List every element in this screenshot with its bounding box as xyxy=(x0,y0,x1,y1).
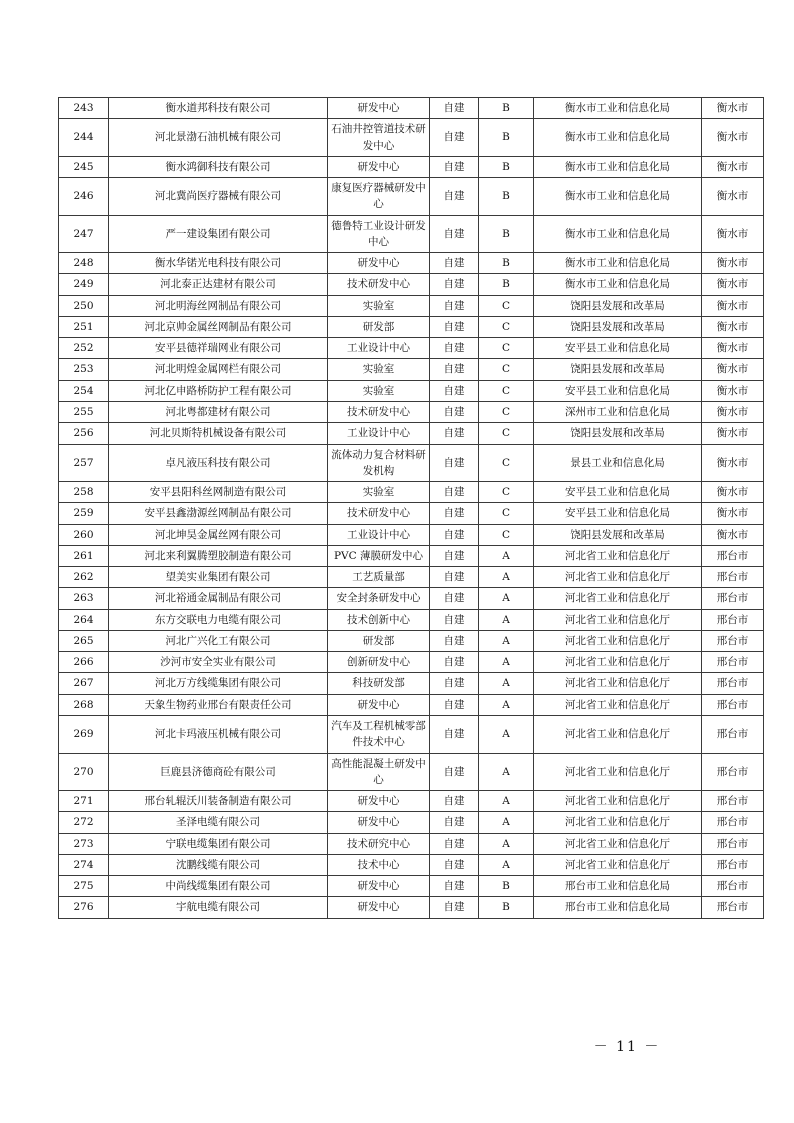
table-row xyxy=(59,609,764,630)
cell-center: 高性能混凝土研发中心 xyxy=(328,753,430,791)
cell-auth: 河北省工业和信息化厅 xyxy=(534,854,702,875)
cell-auth: 饶阳县发展和改革局 xyxy=(534,316,702,337)
enterprise-registry-table-container xyxy=(58,97,749,919)
cell-city: 衡水市 xyxy=(702,423,764,444)
cell-company: 中尚线缆集团有限公司 xyxy=(109,876,328,897)
cell-auth: 河北省工业和信息化厅 xyxy=(534,630,702,651)
cell-auth: 安平县工业和信息化局 xyxy=(534,380,702,401)
cell-center: PVC 薄膜研发中心 xyxy=(328,545,430,566)
cell-company: 天象生物药业邢台有限责任公司 xyxy=(109,694,328,715)
cell-city: 衡水市 xyxy=(702,482,764,503)
cell-city: 邢台市 xyxy=(702,791,764,812)
cell-company: 宇航电缆有限公司 xyxy=(109,897,328,918)
cell-company: 衡水鸿御科技有限公司 xyxy=(109,156,328,177)
cell-auth: 饶阳县发展和改革局 xyxy=(534,359,702,380)
cell-city: 邢台市 xyxy=(702,652,764,673)
cell-level: C xyxy=(479,444,534,482)
cell-city: 衡水市 xyxy=(702,253,764,274)
cell-center: 研发中心 xyxy=(328,98,430,119)
table-row xyxy=(59,876,764,897)
cell-company: 河北亿申路桥防护工程有限公司 xyxy=(109,380,328,401)
cell-center: 流体动力复合材料研发机构 xyxy=(328,444,430,482)
cell-mode: 自建 xyxy=(430,274,479,295)
cell-mode: 自建 xyxy=(430,503,479,524)
cell-idx: 263 xyxy=(59,588,109,609)
cell-city: 邢台市 xyxy=(702,609,764,630)
table-row xyxy=(59,178,764,216)
cell-auth: 安平县工业和信息化局 xyxy=(534,503,702,524)
cell-city: 邢台市 xyxy=(702,545,764,566)
cell-city: 衡水市 xyxy=(702,524,764,545)
cell-mode: 自建 xyxy=(430,630,479,651)
cell-mode: 自建 xyxy=(430,359,479,380)
cell-center: 研发中心 xyxy=(328,156,430,177)
cell-idx: 276 xyxy=(59,897,109,918)
cell-mode: 自建 xyxy=(430,295,479,316)
cell-city: 邢台市 xyxy=(702,567,764,588)
cell-level: A xyxy=(479,812,534,833)
table-row xyxy=(59,694,764,715)
cell-idx: 244 xyxy=(59,119,109,157)
cell-auth: 河北省工业和信息化厅 xyxy=(534,545,702,566)
cell-mode: 自建 xyxy=(430,854,479,875)
cell-auth: 河北省工业和信息化厅 xyxy=(534,673,702,694)
cell-level: A xyxy=(479,567,534,588)
cell-center: 研发中心 xyxy=(328,791,430,812)
cell-mode: 自建 xyxy=(430,567,479,588)
cell-center: 科技研发部 xyxy=(328,673,430,694)
cell-auth: 衡水市工业和信息化局 xyxy=(534,119,702,157)
cell-auth: 河北省工业和信息化厅 xyxy=(534,609,702,630)
cell-company: 东方交联电力电缆有限公司 xyxy=(109,609,328,630)
cell-city: 邢台市 xyxy=(702,833,764,854)
cell-center: 安全封条研发中心 xyxy=(328,588,430,609)
cell-company: 河北万方线缆集团有限公司 xyxy=(109,673,328,694)
cell-company: 河北明煌金属网栏有限公司 xyxy=(109,359,328,380)
cell-center: 技术研究中心 xyxy=(328,833,430,854)
cell-idx: 274 xyxy=(59,854,109,875)
cell-level: B xyxy=(479,897,534,918)
cell-company: 河北景渤石油机械有限公司 xyxy=(109,119,328,157)
cell-center: 实验室 xyxy=(328,359,430,380)
cell-city: 邢台市 xyxy=(702,673,764,694)
cell-city: 衡水市 xyxy=(702,444,764,482)
cell-level: A xyxy=(479,588,534,609)
cell-idx: 265 xyxy=(59,630,109,651)
cell-mode: 自建 xyxy=(430,423,479,444)
cell-idx: 254 xyxy=(59,380,109,401)
cell-level: C xyxy=(479,503,534,524)
cell-auth: 衡水市工业和信息化局 xyxy=(534,98,702,119)
cell-level: A xyxy=(479,652,534,673)
cell-center: 实验室 xyxy=(328,380,430,401)
cell-mode: 自建 xyxy=(430,482,479,503)
cell-idx: 245 xyxy=(59,156,109,177)
cell-company: 巨鹿县济德商砼有限公司 xyxy=(109,753,328,791)
cell-auth: 河北省工业和信息化厅 xyxy=(534,812,702,833)
cell-auth: 河北省工业和信息化厅 xyxy=(534,753,702,791)
cell-idx: 269 xyxy=(59,715,109,753)
cell-mode: 自建 xyxy=(430,444,479,482)
cell-center: 汽车及工程机械零部件技术中心 xyxy=(328,715,430,753)
cell-company: 邢台轧辊沃川装备制造有限公司 xyxy=(109,791,328,812)
cell-mode: 自建 xyxy=(430,524,479,545)
cell-center: 康复医疗器械研发中心 xyxy=(328,178,430,216)
table-row xyxy=(59,253,764,274)
cell-auth: 河北省工业和信息化厅 xyxy=(534,791,702,812)
cell-mode: 自建 xyxy=(430,673,479,694)
cell-mode: 自建 xyxy=(430,791,479,812)
cell-idx: 257 xyxy=(59,444,109,482)
page-number-wrapper xyxy=(594,1036,661,1056)
cell-idx: 249 xyxy=(59,274,109,295)
cell-level: A xyxy=(479,854,534,875)
enterprise-registry-table xyxy=(58,97,764,919)
cell-idx: 272 xyxy=(59,812,109,833)
cell-company: 河北贝斯特机械设备有限公司 xyxy=(109,423,328,444)
cell-city: 邢台市 xyxy=(702,630,764,651)
cell-city: 衡水市 xyxy=(702,295,764,316)
cell-company: 河北卡玛液压机械有限公司 xyxy=(109,715,328,753)
cell-city: 邢台市 xyxy=(702,854,764,875)
cell-idx: 250 xyxy=(59,295,109,316)
cell-company: 河北明海丝网制品有限公司 xyxy=(109,295,328,316)
cell-center: 研发部 xyxy=(328,630,430,651)
cell-idx: 262 xyxy=(59,567,109,588)
cell-mode: 自建 xyxy=(430,609,479,630)
table-row xyxy=(59,119,764,157)
cell-mode: 自建 xyxy=(430,833,479,854)
cell-mode: 自建 xyxy=(430,812,479,833)
cell-center: 工业设计中心 xyxy=(328,338,430,359)
cell-company: 河北冀尚医疗器械有限公司 xyxy=(109,178,328,216)
cell-level: B xyxy=(479,274,534,295)
table-row xyxy=(59,295,764,316)
cell-level: C xyxy=(479,482,534,503)
cell-mode: 自建 xyxy=(430,380,479,401)
table-row xyxy=(59,812,764,833)
cell-mode: 自建 xyxy=(430,338,479,359)
cell-city: 邢台市 xyxy=(702,715,764,753)
cell-center: 德鲁特工业设计研发中心 xyxy=(328,215,430,253)
cell-center: 石油井控管道技术研发中心 xyxy=(328,119,430,157)
cell-center: 研发中心 xyxy=(328,876,430,897)
cell-mode: 自建 xyxy=(430,119,479,157)
cell-level: B xyxy=(479,215,534,253)
cell-idx: 266 xyxy=(59,652,109,673)
cell-idx: 253 xyxy=(59,359,109,380)
cell-company: 望美实业集团有限公司 xyxy=(109,567,328,588)
cell-city: 衡水市 xyxy=(702,274,764,295)
table-row xyxy=(59,567,764,588)
table-row xyxy=(59,833,764,854)
cell-level: C xyxy=(479,316,534,337)
table-row xyxy=(59,791,764,812)
cell-auth: 安平县工业和信息化局 xyxy=(534,482,702,503)
cell-idx: 261 xyxy=(59,545,109,566)
cell-auth: 河北省工业和信息化厅 xyxy=(534,715,702,753)
cell-level: A xyxy=(479,630,534,651)
cell-idx: 252 xyxy=(59,338,109,359)
cell-company: 衡水华锘光电科技有限公司 xyxy=(109,253,328,274)
cell-idx: 247 xyxy=(59,215,109,253)
cell-city: 衡水市 xyxy=(702,215,764,253)
cell-auth: 饶阳县发展和改革局 xyxy=(534,295,702,316)
cell-level: A xyxy=(479,609,534,630)
cell-center: 技术创新中心 xyxy=(328,609,430,630)
table-row xyxy=(59,482,764,503)
cell-level: B xyxy=(479,876,534,897)
cell-center: 工业设计中心 xyxy=(328,423,430,444)
table-row xyxy=(59,98,764,119)
cell-auth: 邢台市工业和信息化局 xyxy=(534,876,702,897)
cell-center: 技术中心 xyxy=(328,854,430,875)
table-row xyxy=(59,274,764,295)
cell-level: B xyxy=(479,178,534,216)
table-row xyxy=(59,215,764,253)
cell-company: 河北坤昊金属丝网有限公司 xyxy=(109,524,328,545)
cell-center: 实验室 xyxy=(328,295,430,316)
cell-city: 衡水市 xyxy=(702,178,764,216)
cell-mode: 自建 xyxy=(430,401,479,422)
cell-mode: 自建 xyxy=(430,652,479,673)
cell-mode: 自建 xyxy=(430,897,479,918)
cell-idx: 271 xyxy=(59,791,109,812)
cell-auth: 衡水市工业和信息化局 xyxy=(534,274,702,295)
cell-mode: 自建 xyxy=(430,753,479,791)
cell-mode: 自建 xyxy=(430,588,479,609)
cell-level: C xyxy=(479,380,534,401)
table-row xyxy=(59,545,764,566)
cell-auth: 邢台市工业和信息化局 xyxy=(534,897,702,918)
cell-center: 技术研发中心 xyxy=(328,274,430,295)
cell-center: 研发部 xyxy=(328,316,430,337)
cell-level: B xyxy=(479,156,534,177)
cell-company: 沙河市安全实业有限公司 xyxy=(109,652,328,673)
cell-level: C xyxy=(479,359,534,380)
cell-idx: 243 xyxy=(59,98,109,119)
page-number: － 11 － xyxy=(593,1039,661,1055)
cell-city: 邢台市 xyxy=(702,897,764,918)
cell-level: A xyxy=(479,833,534,854)
table-row xyxy=(59,897,764,918)
page-footer xyxy=(0,1036,794,1056)
cell-company: 河北来利翼腾塑胶制造有限公司 xyxy=(109,545,328,566)
cell-city: 邢台市 xyxy=(702,588,764,609)
cell-city: 邢台市 xyxy=(702,753,764,791)
cell-level: A xyxy=(479,753,534,791)
cell-mode: 自建 xyxy=(430,98,479,119)
cell-idx: 264 xyxy=(59,609,109,630)
cell-city: 衡水市 xyxy=(702,503,764,524)
table-row xyxy=(59,401,764,422)
table-row xyxy=(59,156,764,177)
cell-mode: 自建 xyxy=(430,545,479,566)
cell-mode: 自建 xyxy=(430,694,479,715)
cell-city: 衡水市 xyxy=(702,401,764,422)
cell-center: 创新研发中心 xyxy=(328,652,430,673)
cell-idx: 275 xyxy=(59,876,109,897)
cell-auth: 衡水市工业和信息化局 xyxy=(534,215,702,253)
cell-center: 研发中心 xyxy=(328,694,430,715)
cell-level: B xyxy=(479,98,534,119)
table-row xyxy=(59,652,764,673)
cell-city: 衡水市 xyxy=(702,98,764,119)
cell-mode: 自建 xyxy=(430,178,479,216)
cell-auth: 河北省工业和信息化厅 xyxy=(534,652,702,673)
cell-city: 衡水市 xyxy=(702,119,764,157)
table-row xyxy=(59,359,764,380)
cell-level: C xyxy=(479,295,534,316)
table-row xyxy=(59,316,764,337)
cell-level: B xyxy=(479,253,534,274)
cell-level: C xyxy=(479,338,534,359)
cell-mode: 自建 xyxy=(430,316,479,337)
cell-idx: 270 xyxy=(59,753,109,791)
cell-center: 工艺质量部 xyxy=(328,567,430,588)
cell-idx: 258 xyxy=(59,482,109,503)
cell-center: 技术研发中心 xyxy=(328,503,430,524)
cell-auth: 衡水市工业和信息化局 xyxy=(534,253,702,274)
table-row xyxy=(59,524,764,545)
cell-city: 衡水市 xyxy=(702,380,764,401)
cell-center: 工业设计中心 xyxy=(328,524,430,545)
cell-level: A xyxy=(479,791,534,812)
cell-level: A xyxy=(479,715,534,753)
table-row xyxy=(59,630,764,651)
cell-center: 研发中心 xyxy=(328,812,430,833)
cell-idx: 267 xyxy=(59,673,109,694)
cell-center: 实验室 xyxy=(328,482,430,503)
cell-auth: 安平县工业和信息化局 xyxy=(534,338,702,359)
cell-company: 圣泽电缆有限公司 xyxy=(109,812,328,833)
table-row xyxy=(59,423,764,444)
cell-city: 衡水市 xyxy=(702,156,764,177)
cell-company: 宁联电缆集团有限公司 xyxy=(109,833,328,854)
cell-auth: 河北省工业和信息化厅 xyxy=(534,588,702,609)
cell-city: 邢台市 xyxy=(702,694,764,715)
cell-mode: 自建 xyxy=(430,156,479,177)
cell-company: 河北裕通金属制品有限公司 xyxy=(109,588,328,609)
cell-auth: 河北省工业和信息化厅 xyxy=(534,567,702,588)
table-row xyxy=(59,753,764,791)
cell-company: 安平县德祥瑞网业有限公司 xyxy=(109,338,328,359)
cell-company: 河北京帅金属丝网制品有限公司 xyxy=(109,316,328,337)
cell-mode: 自建 xyxy=(430,715,479,753)
cell-mode: 自建 xyxy=(430,215,479,253)
cell-company: 卓凡液压科技有限公司 xyxy=(109,444,328,482)
cell-company: 河北粤都建材有限公司 xyxy=(109,401,328,422)
table-row xyxy=(59,444,764,482)
cell-city: 邢台市 xyxy=(702,812,764,833)
cell-idx: 260 xyxy=(59,524,109,545)
cell-center: 技术研发中心 xyxy=(328,401,430,422)
cell-auth: 饶阳县发展和改革局 xyxy=(534,423,702,444)
cell-level: A xyxy=(479,694,534,715)
cell-level: B xyxy=(479,119,534,157)
cell-company: 河北泰正达建材有限公司 xyxy=(109,274,328,295)
cell-idx: 273 xyxy=(59,833,109,854)
cell-city: 衡水市 xyxy=(702,316,764,337)
cell-auth: 河北省工业和信息化厅 xyxy=(534,694,702,715)
cell-level: C xyxy=(479,423,534,444)
table-row xyxy=(59,588,764,609)
cell-idx: 268 xyxy=(59,694,109,715)
cell-company: 安平县阳科丝网制造有限公司 xyxy=(109,482,328,503)
cell-city: 衡水市 xyxy=(702,359,764,380)
cell-center: 研发中心 xyxy=(328,897,430,918)
cell-idx: 256 xyxy=(59,423,109,444)
table-body xyxy=(59,98,764,919)
cell-auth: 景县工业和信息化局 xyxy=(534,444,702,482)
cell-level: A xyxy=(479,673,534,694)
cell-level: C xyxy=(479,524,534,545)
cell-idx: 255 xyxy=(59,401,109,422)
cell-company: 安平县鑫渤源丝网制品有限公司 xyxy=(109,503,328,524)
cell-level: A xyxy=(479,545,534,566)
cell-auth: 深州市工业和信息化局 xyxy=(534,401,702,422)
cell-idx: 246 xyxy=(59,178,109,216)
cell-company: 沈鹏线缆有限公司 xyxy=(109,854,328,875)
table-row xyxy=(59,715,764,753)
cell-auth: 衡水市工业和信息化局 xyxy=(534,178,702,216)
cell-auth: 衡水市工业和信息化局 xyxy=(534,156,702,177)
cell-idx: 259 xyxy=(59,503,109,524)
cell-idx: 251 xyxy=(59,316,109,337)
cell-auth: 饶阳县发展和改革局 xyxy=(534,524,702,545)
table-row xyxy=(59,503,764,524)
cell-center: 研发中心 xyxy=(328,253,430,274)
cell-auth: 河北省工业和信息化厅 xyxy=(534,833,702,854)
cell-company: 严一建设集团有限公司 xyxy=(109,215,328,253)
cell-city: 邢台市 xyxy=(702,876,764,897)
table-row xyxy=(59,673,764,694)
cell-city: 衡水市 xyxy=(702,338,764,359)
cell-level: C xyxy=(479,401,534,422)
table-row xyxy=(59,338,764,359)
cell-company: 衡水道邦科技有限公司 xyxy=(109,98,328,119)
table-row xyxy=(59,854,764,875)
table-row xyxy=(59,380,764,401)
cell-idx: 248 xyxy=(59,253,109,274)
cell-mode: 自建 xyxy=(430,876,479,897)
cell-company: 河北广兴化工有限公司 xyxy=(109,630,328,651)
cell-mode: 自建 xyxy=(430,253,479,274)
